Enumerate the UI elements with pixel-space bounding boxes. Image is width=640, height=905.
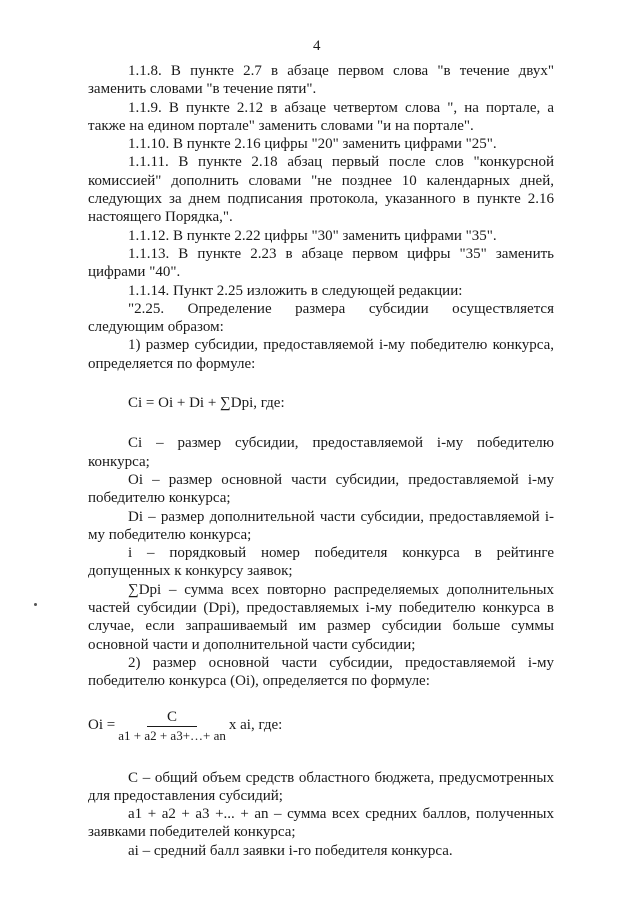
- formula-numerator: С: [147, 709, 197, 727]
- definition: a1 + a2 + a3 +... + an – сумма всех средних баллов, полученных заявками победителей конкурса;: [88, 806, 554, 841]
- definition: ∑Dpi – сумма всех повторно распределяемых дополнительных частей субсидии (Dpi), предоставляемых i-му победителю конкурса в случае, если запрашиваемый им размер субсидии больше суммы основной части и дополнительной части субсидии;: [88, 581, 554, 653]
- definition: i – порядковый номер победителя конкурса в рейтинге допущенных к конкурсу заявок;: [88, 545, 554, 580]
- paragraph: "2.25. Определение размера субсидии осуществляется следующим образом:: [88, 300, 554, 336]
- paragraph: 1.1.11. В пункте 2.18 абзац первый после слов "конкурсной комиссией" дополнить словами "не позднее 10 календарных дней, следующих за днем подписания протокола, указанного в пункте 2.16 настоящего Порядка,".: [88, 154, 554, 226]
- paragraph: 1.1.12. В пункте 2.22 цифры "30" заменить цифрами "35".: [128, 227, 497, 244]
- formula-rhs: x ai, где:: [228, 717, 283, 734]
- paragraph: 1.1.9. В пункте 2.12 в абзаце четвертом слова ", на портале, а также на едином портале" заменить словами "и на портале".: [88, 99, 554, 134]
- definition: Di – размер дополнительной части субсидии, предоставляемой i-му победителю конкурса;: [88, 508, 554, 543]
- definition: Ci – размер субсидии, предоставляемой i-му победителю конкурса;: [88, 435, 554, 470]
- definition: ai – средний балл заявки i-го победителя конкурса.: [128, 842, 453, 859]
- paragraph: 1.1.14. Пункт 2.25 изложить в следующей редакции:: [128, 282, 463, 299]
- subsidy-formula: Ci = Oi + Di + ∑Dpi, где:: [128, 395, 285, 412]
- formula-lhs: Oi =: [88, 717, 116, 734]
- document-body: [88, 62, 554, 860]
- paragraph: 1.1.13. В пункте 2.23 в абзаце первом цифры "35" заменить цифрами "40".: [88, 245, 554, 281]
- scan-speck: [34, 603, 37, 606]
- definition: С – общий объем средств областного бюджета, предусмотренных для предоставления субсидий;: [88, 769, 554, 804]
- paragraph: 1.1.10. В пункте 2.16 цифры "20" заменить цифрами "25".: [128, 136, 497, 153]
- main-part-formula: [88, 709, 554, 743]
- page-number: 4: [313, 38, 321, 54]
- formula-fraction: [118, 709, 226, 743]
- paragraph: 1.1.8. В пункте 2.7 в абзаце первом слова "в течение двух" заменить словами "в течение пяти".: [88, 63, 554, 98]
- formula-denominator: a1 + a2 + a3+…+ an: [118, 727, 226, 743]
- definition: 2) размер основной части субсидии, предоставляемой i-му победителю конкурса (Oi), определяется по формуле:: [88, 654, 554, 690]
- paragraph: 1) размер субсидии, предоставляемой i-му победителю конкурса, определяется по формуле:: [88, 337, 554, 372]
- definition: Oi – размер основной части субсидии, предоставляемой i-му победителю конкурса;: [88, 471, 554, 507]
